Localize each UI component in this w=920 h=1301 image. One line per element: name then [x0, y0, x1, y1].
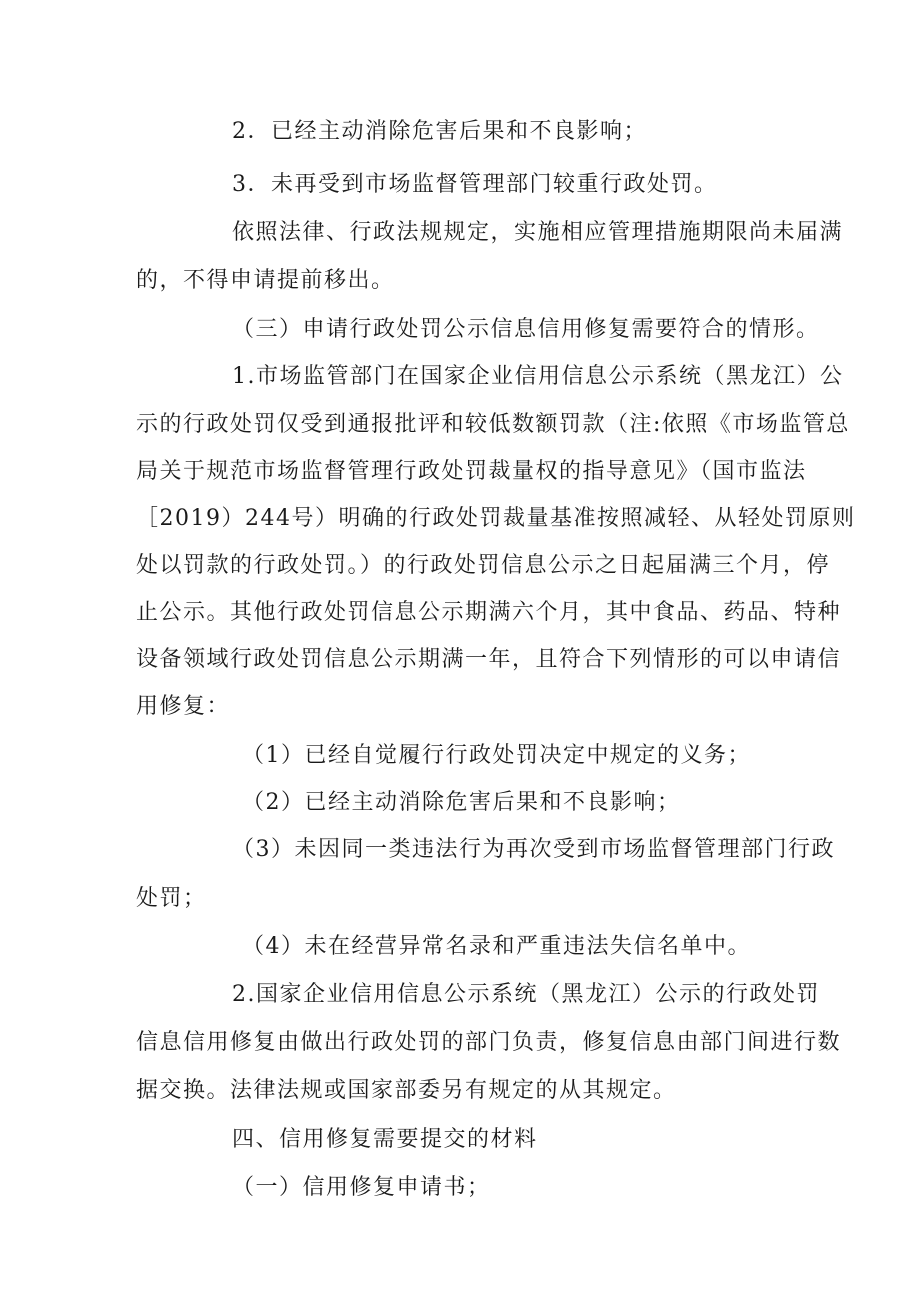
section-heading: （三）申请行政处罚公示信息信用修复需要符合的情形。: [232, 317, 820, 342]
list-item: （4）未在经营异常名录和严重违法失信名单中。: [242, 934, 751, 959]
list-item: （2）已经主动消除危害后果和不良影响；: [242, 790, 681, 815]
text-line: 依照法律、行政法规规定，实施相应管理措施期限尚未届满: [232, 220, 844, 245]
text-line: 设备领域行政处罚信息公示期满一年，且符合下列情形的可以申请信: [136, 647, 842, 672]
text-line: 2．已经主动消除危害后果和不良影响；: [232, 119, 647, 144]
section-heading: 四、信用修复需要提交的材料: [232, 1127, 538, 1152]
text-line: 用修复：: [136, 694, 231, 719]
text-line: 处以罚款的行政处罚。）的行政处罚信息公示之日起届满三个月，停: [136, 553, 831, 578]
text-line: 的，不得申请提前移出。: [136, 268, 395, 293]
text-line: 2.国家企业信用信息公示系统（黑龙江）公示的行政处罚: [232, 982, 820, 1007]
text-line: ［2019）244号）明确的行政处罚裁量基准按照减轻、从轻处罚原则: [136, 506, 856, 531]
list-item: （3）未因同一类违法行为再次受到市场监督管理部门行政: [232, 837, 835, 862]
text-line: 1.市场监管部门在国家企业信用信息公示系统（黑龙江）公: [232, 364, 844, 389]
text-line: 据交换。法律法规或国家部委另有规定的从其规定。: [136, 1078, 677, 1103]
text-line: 局关于规范市场监督管理行政处罚裁量权的指导意见》（国市监法: [136, 459, 807, 484]
text-line: 信息信用修复由做出行政处罚的部门负责，修复信息由部门间进行数: [136, 1030, 842, 1055]
text-line: 3．未再受到市场监督管理部门较重行政处罚。: [232, 172, 718, 197]
text-line: 示的行政处罚仅受到通报批评和较低数额罚款（注:依照《市场监管总: [136, 412, 850, 437]
list-item: （一）信用修复申请书；: [232, 1175, 491, 1200]
text-line: 处罚；: [136, 886, 207, 911]
text-line: 止公示。其他行政处罚信息公示期满六个月，其中食品、药品、特种: [136, 600, 842, 625]
list-item: （1）已经自觉履行行政处罚决定中规定的义务；: [242, 743, 751, 768]
